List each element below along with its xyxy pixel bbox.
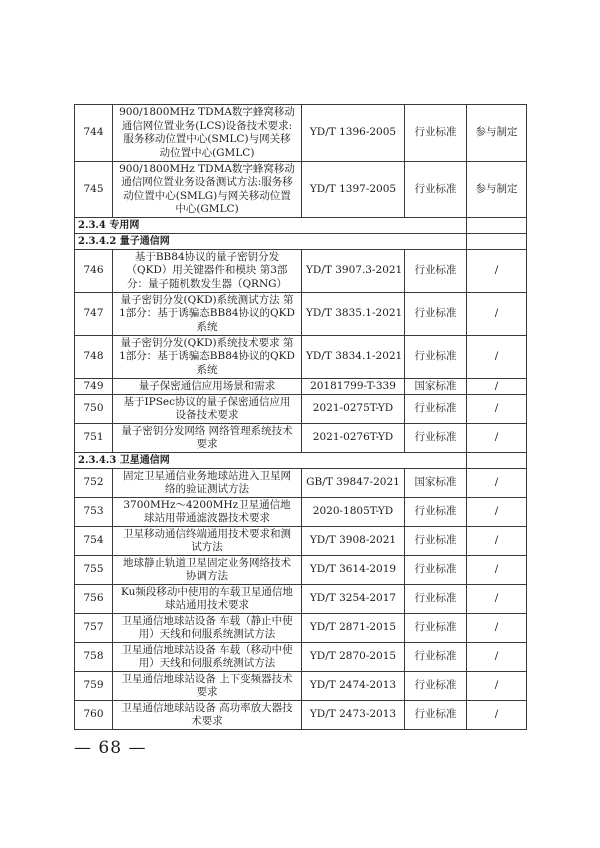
participation-note-cell: /: [467, 556, 527, 585]
row-number-cell: 748: [75, 336, 113, 379]
standard-level-cell: 行业标准: [405, 424, 467, 453]
standard-code-cell: YD/T 3908-2021: [302, 527, 405, 556]
table-row: [75, 701, 527, 730]
participation-note-cell: 参与制定: [467, 105, 527, 162]
standard-name-cell: Ku频段移动中使用的车载卫星通信地球站通用技术要求: [113, 585, 302, 614]
participation-note-cell: /: [467, 498, 527, 527]
standard-name-cell: 卫星移动通信终端通用技术要求和测试方法: [113, 527, 302, 556]
section-heading-row: [75, 453, 527, 469]
standard-code-cell: 20181799-T-339: [302, 379, 405, 395]
standard-code-cell: YD/T 2473-2013: [302, 701, 405, 730]
standard-code-cell: 2021-0276T-YD: [302, 424, 405, 453]
participation-note-cell: /: [467, 643, 527, 672]
row-number-cell: 744: [75, 105, 113, 162]
standard-code-cell: YD/T 3834.1-2021: [302, 336, 405, 379]
standard-level-cell: 行业标准: [405, 643, 467, 672]
participation-note-cell: /: [467, 672, 527, 701]
participation-note-cell: /: [467, 527, 527, 556]
page-number: — 68 —: [74, 738, 147, 758]
standard-level-cell: 行业标准: [405, 614, 467, 643]
section-note-cell: [467, 453, 527, 469]
participation-note-cell: /: [467, 614, 527, 643]
standard-name-cell: 量子密钥分发网络 网络管理系统技术要求: [113, 424, 302, 453]
standard-code-cell: YD/T 3835.1-2021: [302, 293, 405, 336]
standard-code-cell: 2021-0275T-YD: [302, 395, 405, 424]
standard-name-cell: 地球静止轨道卫星固定业务网络技术协调方法: [113, 556, 302, 585]
row-number-cell: 753: [75, 498, 113, 527]
standard-name-cell: 量子密钥分发(QKD)系统测试方法 第1部分：基于诱骗态BB84协议的QKD系统: [113, 293, 302, 336]
participation-note-cell: /: [467, 250, 527, 293]
row-number-cell: 760: [75, 701, 113, 730]
standard-name-cell: 固定卫星通信业务地球站进入卫星网络的验证测试方法: [113, 469, 302, 498]
row-number-cell: 755: [75, 556, 113, 585]
standard-name-cell: 900/1800MHz TDMA数字蜂窝移动通信网位置业务设备测试方法:服务移动位置中心(SMLG)与网关移动位置中心(GMLC): [113, 162, 302, 218]
standard-code-cell: 2020-1805T-YD: [302, 498, 405, 527]
table-row: [75, 424, 527, 453]
participation-note-cell: 参与制定: [467, 162, 527, 218]
table-row: [75, 336, 527, 379]
table-row: [75, 162, 527, 218]
standard-level-cell: 行业标准: [405, 498, 467, 527]
row-number-cell: 759: [75, 672, 113, 701]
row-number-cell: 749: [75, 379, 113, 395]
standards-table: [74, 104, 527, 730]
section-heading: 2.3.4.3 卫星通信网: [75, 453, 467, 469]
row-number-cell: 754: [75, 527, 113, 556]
standard-code-cell: YD/T 2474-2013: [302, 672, 405, 701]
standard-name-cell: 卫星通信地球站设备 高功率放大器技术要求: [113, 701, 302, 730]
standard-name-cell: 900/1800MHz TDMA数字蜂窝移动通信网位置业务(LCS)设备技术要求:服务移动位置中心(SMLC)与网关移动位置中心(GMLC): [113, 105, 302, 162]
participation-note-cell: /: [467, 379, 527, 395]
standard-level-cell: 行业标准: [405, 672, 467, 701]
standard-level-cell: 国家标准: [405, 469, 467, 498]
standard-code-cell: YD/T 3254-2017: [302, 585, 405, 614]
table-row: [75, 395, 527, 424]
standard-level-cell: 行业标准: [405, 336, 467, 379]
standard-code-cell: YD/T 1397-2005: [302, 162, 405, 218]
standard-level-cell: 行业标准: [405, 162, 467, 218]
participation-note-cell: /: [467, 293, 527, 336]
section-note-cell: [467, 234, 527, 250]
standard-level-cell: 行业标准: [405, 556, 467, 585]
participation-note-cell: /: [467, 701, 527, 730]
section-heading-row: [75, 234, 527, 250]
section-note-cell: [467, 218, 527, 234]
standard-level-cell: 行业标准: [405, 395, 467, 424]
table-row: [75, 379, 527, 395]
table-row: [75, 527, 527, 556]
table-row: [75, 250, 527, 293]
participation-note-cell: /: [467, 336, 527, 379]
table-row: [75, 105, 527, 162]
row-number-cell: 758: [75, 643, 113, 672]
standard-name-cell: 卫星通信地球站设备 车载（移动中使用）天线和伺服系统测试方法: [113, 643, 302, 672]
standard-code-cell: YD/T 2871-2015: [302, 614, 405, 643]
standard-name-cell: 量子密钥分发(QKD)系统技术要求 第1部分：基于诱骗态BB84协议的QKD系统: [113, 336, 302, 379]
standard-level-cell: 行业标准: [405, 293, 467, 336]
standard-level-cell: 行业标准: [405, 105, 467, 162]
table-row: [75, 469, 527, 498]
standard-level-cell: 行业标准: [405, 701, 467, 730]
row-number-cell: 747: [75, 293, 113, 336]
table-row: [75, 614, 527, 643]
standard-code-cell: GB/T 39847-2021: [302, 469, 405, 498]
standard-level-cell: 国家标准: [405, 379, 467, 395]
participation-note-cell: /: [467, 395, 527, 424]
participation-note-cell: /: [467, 469, 527, 498]
participation-note-cell: /: [467, 585, 527, 614]
standard-name-cell: 卫星通信地球站设备 上下变频器技术要求: [113, 672, 302, 701]
row-number-cell: 757: [75, 614, 113, 643]
standard-name-cell: 量子保密通信应用场景和需求: [113, 379, 302, 395]
standard-level-cell: 行业标准: [405, 585, 467, 614]
table-row: [75, 643, 527, 672]
standard-name-cell: 卫星通信地球站设备 车载（静止中使用）天线和伺服系统测试方法: [113, 614, 302, 643]
row-number-cell: 746: [75, 250, 113, 293]
standard-name-cell: 基于IPSec协议的量子保密通信应用设备技术要求: [113, 395, 302, 424]
row-number-cell: 752: [75, 469, 113, 498]
row-number-cell: 750: [75, 395, 113, 424]
table-row: [75, 556, 527, 585]
row-number-cell: 756: [75, 585, 113, 614]
standard-name-cell: 基于BB84协议的量子密钥分发（QKD）用关键器件和模块 第3部分：量子随机数发生器（QRNG）: [113, 250, 302, 293]
standards-table-body: [75, 105, 527, 730]
participation-note-cell: /: [467, 424, 527, 453]
table-row: [75, 293, 527, 336]
standard-level-cell: 行业标准: [405, 250, 467, 293]
standard-level-cell: 行业标准: [405, 527, 467, 556]
section-heading: 2.3.4 专用网: [75, 218, 467, 234]
section-heading-row: [75, 218, 527, 234]
row-number-cell: 751: [75, 424, 113, 453]
standard-code-cell: YD/T 2870-2015: [302, 643, 405, 672]
table-row: [75, 672, 527, 701]
section-heading: 2.3.4.2 量子通信网: [75, 234, 467, 250]
standard-code-cell: YD/T 3907.3-2021: [302, 250, 405, 293]
table-row: [75, 498, 527, 527]
standard-name-cell: 3700MHz～4200MHz卫星通信地球站用带通滤波器技术要求: [113, 498, 302, 527]
standard-code-cell: YD/T 3614-2019: [302, 556, 405, 585]
table-row: [75, 585, 527, 614]
row-number-cell: 745: [75, 162, 113, 218]
standard-code-cell: YD/T 1396-2005: [302, 105, 405, 162]
